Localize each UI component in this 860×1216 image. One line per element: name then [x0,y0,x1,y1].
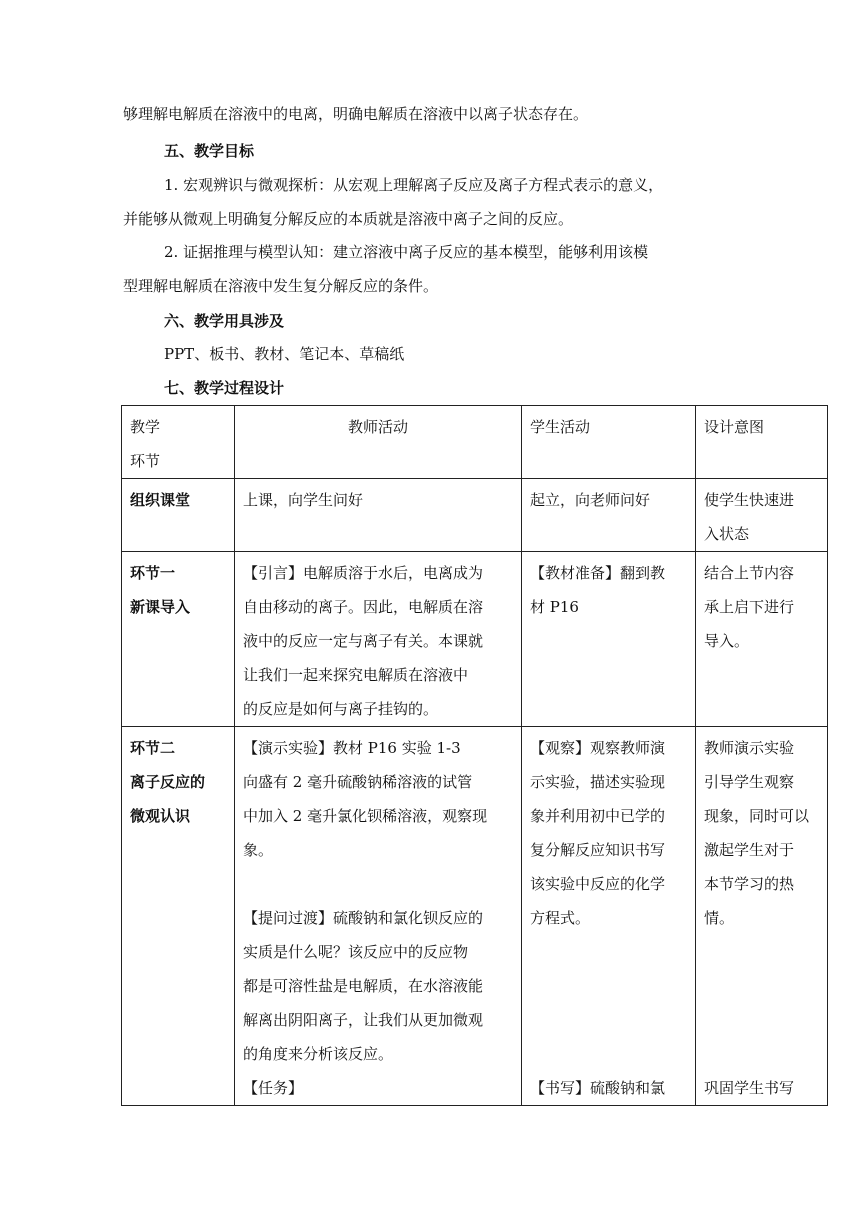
table-row [122,552,828,727]
header-student: 学生活动 [522,406,696,479]
section6-items: PPT、板书、教材、笔记本、草稿纸 [164,345,405,363]
row3-student: 【观察】观察教师演 示实验，描述实验现 象并利用初中已学的 复分解反应知识书写 该实验中反应的化学 方程式。 【书写】硫酸钠和氯 [522,727,696,1106]
row2-stage: 环节一 新课导入 [122,552,235,727]
row1-teacher: 上课，向学生问好 [235,479,522,552]
row2-teacher: 【引言】电解质溶于水后，电离成为 自由移动的离子。因此，电解质在溶 液中的反应一定与离子有关。本课就 让我们一起来探究电解质在溶液中 的反应是如何与离子挂钩的。 [235,552,522,727]
section7-heading: 七、教学过程设计 [164,379,285,397]
header-intent: 设计意图 [696,406,828,479]
goal1-line1: 1. 宏观辨识与微观探析：从宏观上理解离子反应及离子方程式表示的意义， [164,176,664,194]
goal2-line2: 型理解电解质在溶液中发生复分解反应的条件。 [123,277,439,295]
goal2-line1: 2. 证据推理与模型认知：建立溶液中离子反应的基本模型，能够利用该模 [164,243,649,261]
table-row [122,727,828,1106]
row3-stage: 环节二 离子反应的 微观认识 [122,727,235,1106]
row1-stage: 组织课堂 [122,479,235,552]
section5-heading: 五、教学目标 [164,142,255,160]
row1-intent: 使学生快速进 入状态 [696,479,828,552]
goal1-line2: 并能够从微观上明确复分解反应的本质就是溶液中离子之间的反应。 [123,210,574,228]
teaching-process-table [121,405,828,1106]
intro-tail-text: 够理解电解质在溶液中的电离，明确电解质在溶液中以离子状态存在。 [123,105,589,123]
table-header-row [122,406,828,479]
table-row [122,479,828,552]
row2-student: 【教材准备】翻到教 材 P16 [522,552,696,727]
row2-intent: 结合上节内容 承上启下进行 导入。 [696,552,828,727]
row1-student: 起立，向老师问好 [522,479,696,552]
row3-teacher: 【演示实验】教材 P16 实验 1-3 向盛有 2 毫升硫酸钠稀溶液的试管 中加入 2 毫升氯化钡稀溶液，观察现 象。 【提问过渡】硫酸钠和氯化钡反应的 实质是什么呢？该反应中的反应物 都是可溶性盐是电解质，在水溶液能 解离出阴阳离子，让我们从更加微观 的角度来分析该反应。 【任务】 [235,727,522,1106]
header-stage: 教学 环节 [122,406,235,479]
header-teacher: 教师活动 [235,406,522,479]
section6-heading: 六、教学用具涉及 [164,312,285,330]
row3-intent: 教师演示实验 引导学生观察 现象，同时可以 激起学生对于 本节学习的热 情。 巩固学生书写 [696,727,828,1106]
